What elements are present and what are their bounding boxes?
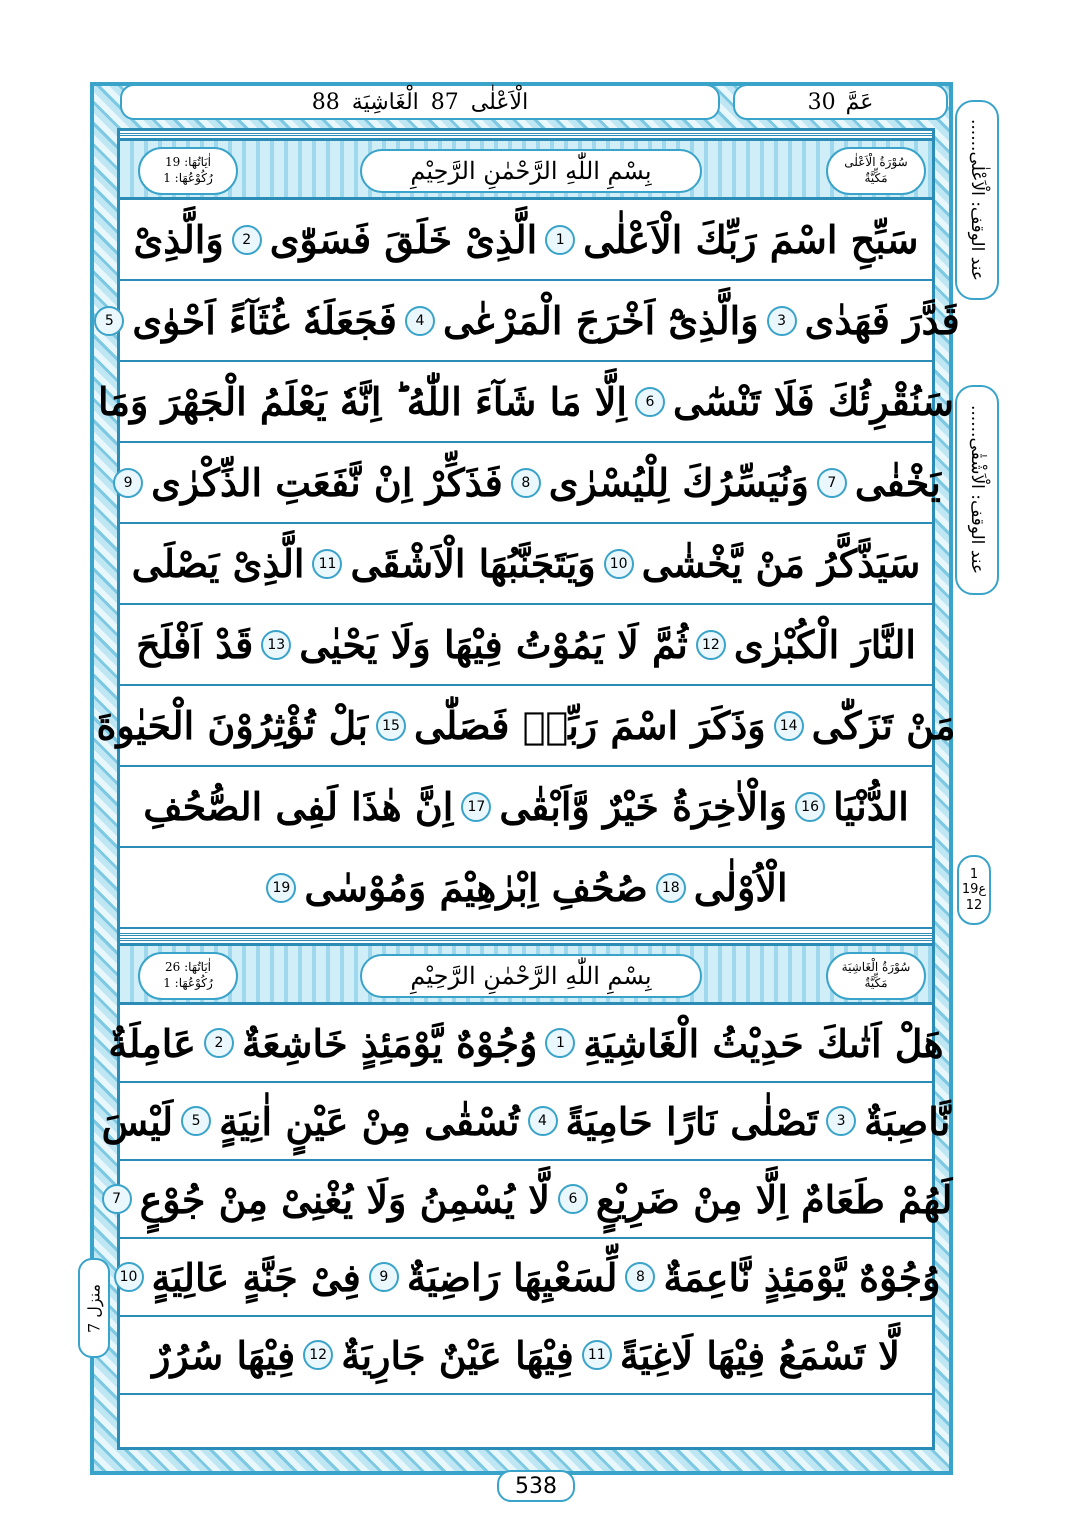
waqf-note-2	[955, 385, 999, 595]
verse-text: قَدْ اَفْلَحَ	[136, 622, 254, 667]
ruku-top: 1	[969, 866, 979, 882]
verse-line	[104, 281, 960, 362]
ruku-mid: 19	[961, 882, 979, 898]
verse-text: تَصْلٰى نَارًا حَامِيَةً	[565, 1098, 819, 1144]
verse-text: فَذَكِّرْ اِنْ نَّفَعَتِ الذِّكْرٰى	[151, 460, 503, 505]
surah1-info-badge	[826, 147, 926, 195]
ayah-number-marker: 3	[826, 1106, 856, 1136]
verse-text: وَنُيَسِّرُكَ لِلْيُسْرٰى	[548, 460, 809, 505]
verse-line	[96, 686, 956, 767]
ruku-count: 1	[163, 171, 171, 185]
verse-text: وَيَتَجَنَّبُهَا الْاَشْقَى	[350, 541, 596, 586]
ayah-number-marker: 16	[795, 792, 825, 822]
verse-text: وَالْاٰخِرَةُ خَيْرٌ وَّاَبْقٰى	[499, 784, 788, 829]
surah2-info-badge	[826, 952, 926, 1000]
verse-text: صُحُفِ اِبْرٰهِيْمَ وَمُوْسٰى	[304, 865, 648, 910]
surah1-bismillah	[360, 149, 702, 193]
ayah-number-marker: 15	[376, 711, 406, 741]
verse-text: هَلْ اَتٰىكَ حَدِيْثُ الْغَاشِيَةِ	[583, 1020, 944, 1066]
surah2-banner	[117, 943, 935, 1005]
ayah-number-marker: 12	[303, 1340, 333, 1370]
verse-text: وُجُوْهٌ يَّوْمَئِذٍ نَّاعِمَةٌ	[663, 1254, 941, 1300]
juz-name: عَمَّ	[845, 89, 874, 115]
ayah-number-marker: 11	[312, 549, 342, 579]
verse-text: لَّا يُسْمِنُ وَلَا يُغْنِىْ مِنْ جُوْعٍ	[139, 1176, 550, 1222]
ayah-number-marker: 3	[767, 306, 797, 336]
surah1-banner	[117, 138, 935, 200]
surah2-count-badge: اٰيَاتُهَا: 26 رُكُوْعُهَا: 1	[138, 952, 238, 1000]
ruku-marker	[957, 855, 991, 925]
verse-text: الدُّنْيَا	[833, 784, 909, 829]
verse-text: الْاُوْلٰى	[693, 865, 788, 910]
verse-text: مَنْ تَزَكّٰى	[811, 703, 956, 748]
ayah-number-marker: 7	[102, 1184, 132, 1214]
verse-line	[101, 1083, 951, 1161]
waqf-note-text: ......عند الوقف: الْاَعْلٰى	[967, 119, 987, 281]
ayah-number-marker: 13	[261, 630, 291, 660]
verse-text: الَّذِىْ يَصْلَى	[131, 541, 305, 586]
ayat-label: اٰيَاتُهَا	[188, 155, 211, 170]
ruku-label: رُكُوْعُهَا	[178, 171, 213, 185]
surah2-number: 88	[311, 89, 340, 115]
surah1-count-badge: اٰيَاتُهَا: 19 رُكُوْعُهَا: 1	[138, 147, 238, 195]
verse-text: فَجَعَلَهٗ غُثَآءً اَحْوٰى	[132, 298, 397, 343]
manzil-text: منزل 7	[84, 1283, 104, 1333]
waqf-note-text: ......عند الوقف: الْاَشْقٰى	[967, 405, 987, 575]
surah2-bismillah	[360, 954, 702, 998]
ayah-number-marker: 2	[232, 225, 262, 255]
juz-number: 30	[807, 89, 836, 115]
bismillah-text: بِسْمِ اللّٰهِ الرَّحْمٰنِ الرَّحِيْمِ	[410, 962, 652, 990]
ayah-number-marker: 2	[204, 1028, 234, 1058]
page-number-text: 538	[515, 1473, 557, 1499]
page-number	[497, 1470, 575, 1502]
ayah-number-marker: 9	[113, 468, 143, 498]
divider	[117, 933, 935, 941]
ayah-number-marker: 9	[369, 1262, 399, 1292]
ayah-number-marker: 14	[774, 711, 804, 741]
verse-text: الَّذِىْ خَلَقَ فَسَوّٰى	[269, 217, 538, 262]
ayah-number-marker: 6	[558, 1184, 588, 1214]
verse-text: نَّاصِبَةٌ	[864, 1098, 951, 1144]
ayah-number-marker: 17	[461, 792, 491, 822]
ayah-number-marker: 10	[604, 549, 634, 579]
verse-line	[117, 443, 941, 524]
surah-header	[120, 84, 720, 120]
waqf-note-1	[955, 100, 999, 300]
verse-text: ثُمَّ لَا يَمُوْتُ فِيْهَا وَلَا يَحْيٰى	[299, 622, 688, 667]
ayah-number-marker: 8	[625, 1262, 655, 1292]
ayah-number-marker: 8	[511, 468, 541, 498]
ayah-number-marker: 11	[582, 1340, 612, 1370]
verse-text: سَنُقْرِئُكَ فَلَا تَنْسٰٓى	[672, 379, 954, 424]
verse-text: اِلَّا مَا شَآءَ اللّٰهُ ؕ اِنَّهٗ يَعْلَمُ الْجَهْرَ وَمَا	[98, 379, 627, 424]
surah1-title: سُوْرَةُ الْاَعْلٰى	[844, 155, 908, 170]
ruku-bottom: 12	[965, 897, 983, 913]
surah1-type: مَكِّيَّةٌ	[864, 171, 888, 185]
verse-text: وَالَّذِىْ	[133, 217, 224, 262]
surah1-number: 87	[430, 89, 459, 115]
verse-line	[117, 605, 935, 686]
verse-text: فِىْ جَنَّةٍ عَالِيَةٍ	[151, 1254, 361, 1300]
ruku-count: 1	[163, 976, 171, 990]
surah2-type: مَكِّيَّةٌ	[864, 976, 888, 990]
verse-line	[98, 362, 954, 443]
ayah-number-marker: 1	[545, 1028, 575, 1058]
verse-line	[117, 848, 935, 929]
verse-line	[112, 1161, 953, 1239]
ayah-number-marker: 7	[817, 468, 847, 498]
ayah-number-marker: 4	[528, 1106, 558, 1136]
divider	[117, 128, 935, 136]
ayat-count: 19	[165, 155, 181, 170]
ruku-label: رُكُوْعُهَا	[178, 976, 213, 990]
ayah-number-marker: 1	[545, 225, 575, 255]
ayat-count: 26	[165, 960, 181, 975]
verse-line	[108, 1005, 944, 1083]
verse-line	[117, 767, 935, 848]
verse-line	[117, 524, 935, 605]
verse-text: فِيْهَا عَيْنٌ جَارِيَةٌ	[341, 1332, 574, 1378]
verse-text: اِنَّ هٰذَا لَفِى الصُّحُفِ	[143, 784, 454, 829]
verse-text: بَلْ تُؤْثِرُوْنَ الْحَيٰوةَ	[96, 703, 369, 748]
bismillah-text: بِسْمِ اللّٰهِ الرَّحْمٰنِ الرَّحِيْمِ	[410, 157, 652, 185]
verse-text: النَّارَ الْكُبْرٰى	[733, 622, 916, 667]
ayah-number-marker: 10	[114, 1262, 144, 1292]
verse-text: لِّسَعْيِهَا رَاضِيَةٌ	[406, 1254, 618, 1300]
ayah-number-marker: 5	[94, 306, 124, 336]
verse-text: لَيْسَ	[101, 1098, 174, 1144]
verse-text: يَخْفٰى	[854, 460, 941, 505]
ruku-sign: ع	[978, 882, 987, 898]
verse-text: عَامِلَةٌ	[108, 1020, 196, 1066]
juz-header	[733, 84, 948, 120]
verse-text: لَّا تَسْمَعُ فِيْهَا لَاغِيَةً	[619, 1332, 900, 1378]
verse-text: تُسْقٰى مِنْ عَيْنٍ اٰنِيَةٍ	[219, 1098, 520, 1144]
ayah-number-marker: 5	[181, 1106, 211, 1136]
ayah-number-marker: 18	[656, 873, 686, 903]
surah2-name: الْغَاشِيَة	[351, 89, 419, 115]
manzil-marker	[78, 1258, 110, 1358]
verse-text: وُجُوْهٌ يَّوْمَئِذٍ خَاشِعَةٌ	[241, 1020, 538, 1066]
verse-text: فِيْهَا سُرُرٌ	[152, 1332, 296, 1378]
ayat-label: اٰيَاتُهَا	[188, 960, 211, 975]
surah2-title: سُوْرَةُ الْغَاشِيَة	[841, 960, 911, 975]
ayah-number-marker: 19	[266, 873, 296, 903]
verse-text: قَدَّرَ فَهَدٰى	[804, 298, 960, 343]
verse-text: وَذَكَرَ اسْمَ رَبِّهٖ فَصَلّٰى	[414, 703, 766, 748]
verse-line	[117, 1317, 935, 1395]
verse-line	[117, 200, 935, 281]
verse-line	[117, 1239, 941, 1317]
verse-text: لَهُمْ طَعَامٌ اِلَّا مِنْ ضَرِيْعٍ	[595, 1176, 953, 1222]
verse-text: وَالَّذِىْٓ اَخْرَجَ الْمَرْعٰى	[442, 298, 759, 343]
ayah-number-marker: 12	[696, 630, 726, 660]
verse-text: سَبِّحِ اسْمَ رَبِّكَ الْاَعْلٰى	[583, 217, 919, 262]
ayah-number-marker: 6	[635, 387, 665, 417]
verse-text: سَيَذَّكَّرُ مَنْ يَّخْشٰى	[641, 541, 921, 586]
ayah-number-marker: 4	[405, 306, 435, 336]
surah1-name: الْاَعْلٰى	[470, 89, 529, 115]
